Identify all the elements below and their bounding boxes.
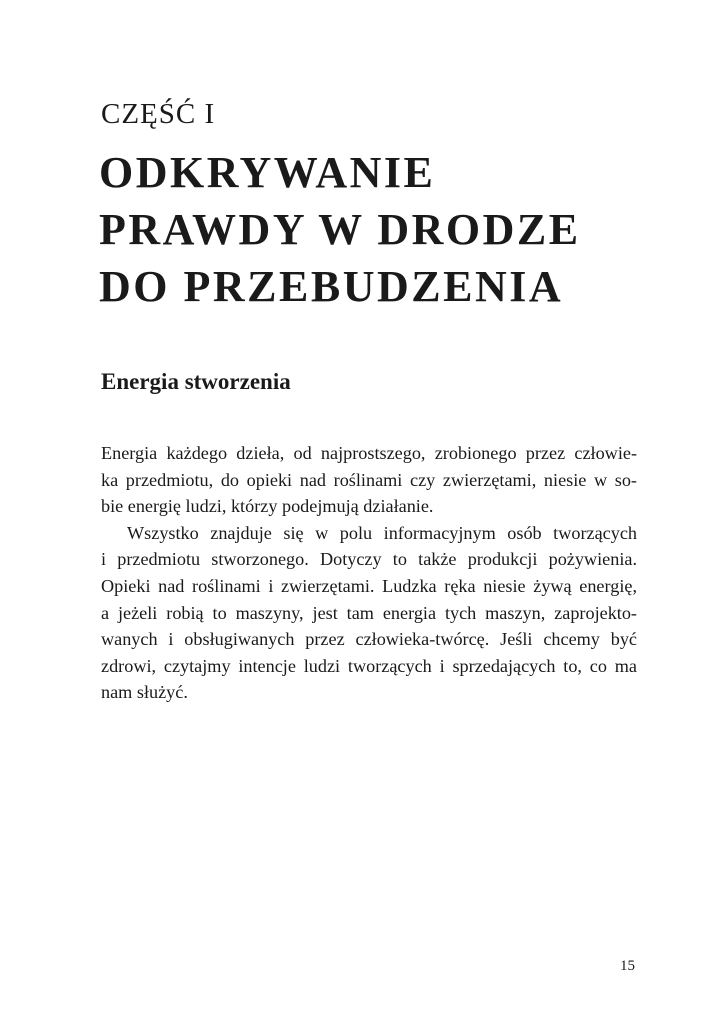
part-title-line: ODKRYWANIE <box>99 148 436 197</box>
part-title-line: PRAWDY W DRODZE <box>99 205 581 254</box>
text-line: ka przedmiotu, do opieki nad roślinami czy zwierzętami, niesie w so- <box>101 469 637 490</box>
text-line: Opieki nad roślinami i zwierzętami. Ludzka ręka niesie żywą energię, <box>101 575 637 596</box>
text-line: nam służyć. <box>101 682 188 703</box>
text-line: a jeżeli robią to maszyny, jest tam energia tych maszyn, zaprojekto- <box>101 602 637 623</box>
section-heading: Energia stworzenia <box>101 369 291 394</box>
part-title-line: DO PRZEBUDZENIA <box>99 262 564 311</box>
body-text <box>101 440 637 706</box>
text-line: Wszystko znajduje się w polu informacyjnym osób tworzących <box>127 522 637 543</box>
text-line: bie energię ludzi, którzy podejmują działanie. <box>101 496 434 517</box>
text-line: zdrowi, czytajmy intencje ludzi tworzących i sprzedających to, co ma <box>101 655 637 676</box>
text-line: Energia każdego dzieła, od najprostszego, zrobionego przez człowie- <box>101 443 637 463</box>
paragraph <box>101 520 637 706</box>
text-line: wanych i obsługiwanych przez człowieka-twórcę. Jeśli chcemy być <box>101 629 637 650</box>
text-line: i przedmiotu stworzonego. Dotyczy to także produkcji pożywienia. <box>101 549 637 570</box>
page-number: 15 <box>620 958 635 974</box>
part-title <box>99 144 699 315</box>
paragraph <box>101 440 637 520</box>
part-label: CZĘŚĆ I <box>101 98 216 130</box>
